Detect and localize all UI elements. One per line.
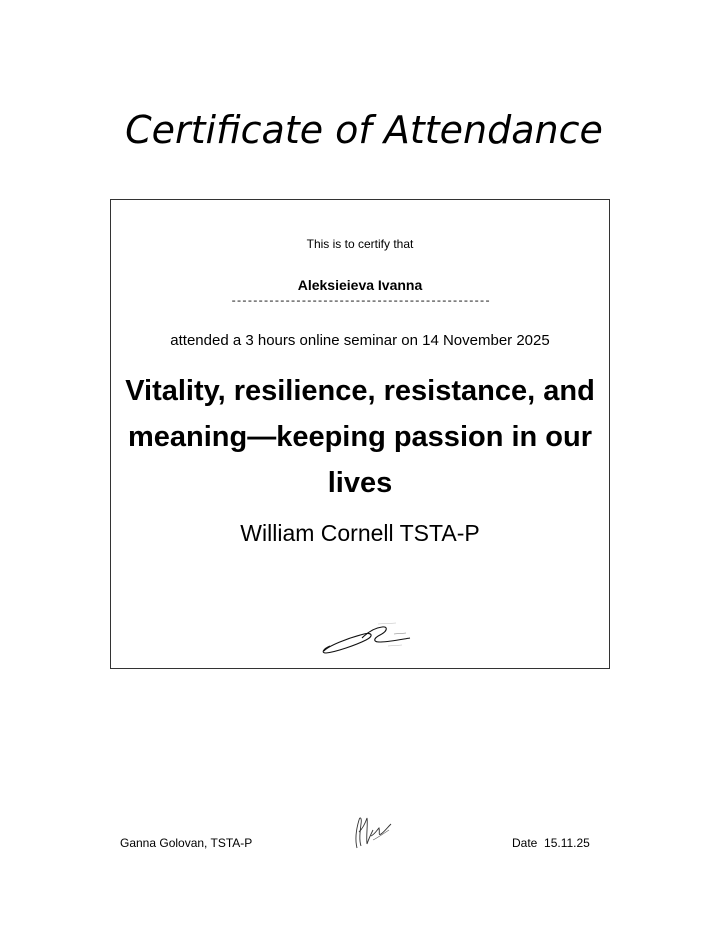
date-label: Date [512,836,538,850]
name-underline: ------------------------------------------------ [230,296,490,308]
certificate-title: Certificate of Attendance [125,108,603,152]
presenter-signature [318,618,418,658]
presenter-name: William Cornell TSTA-P [240,520,480,546]
attendance-text: attended a 3 hours online seminar on 14 November 2025 [170,332,550,349]
signatory-signature [349,810,395,852]
certify-text: This is to certify that [306,237,414,251]
recipient-name: Aleksieieva Ivanna [297,277,423,293]
date-block [512,836,590,850]
seminar-title: Vitality, resilience, resistance, and meaning—keeping passion in our lives [125,375,595,499]
signatory-name: Ganna Golovan, TSTA-P [120,836,253,850]
date-value: 15.11.25 [544,836,590,850]
